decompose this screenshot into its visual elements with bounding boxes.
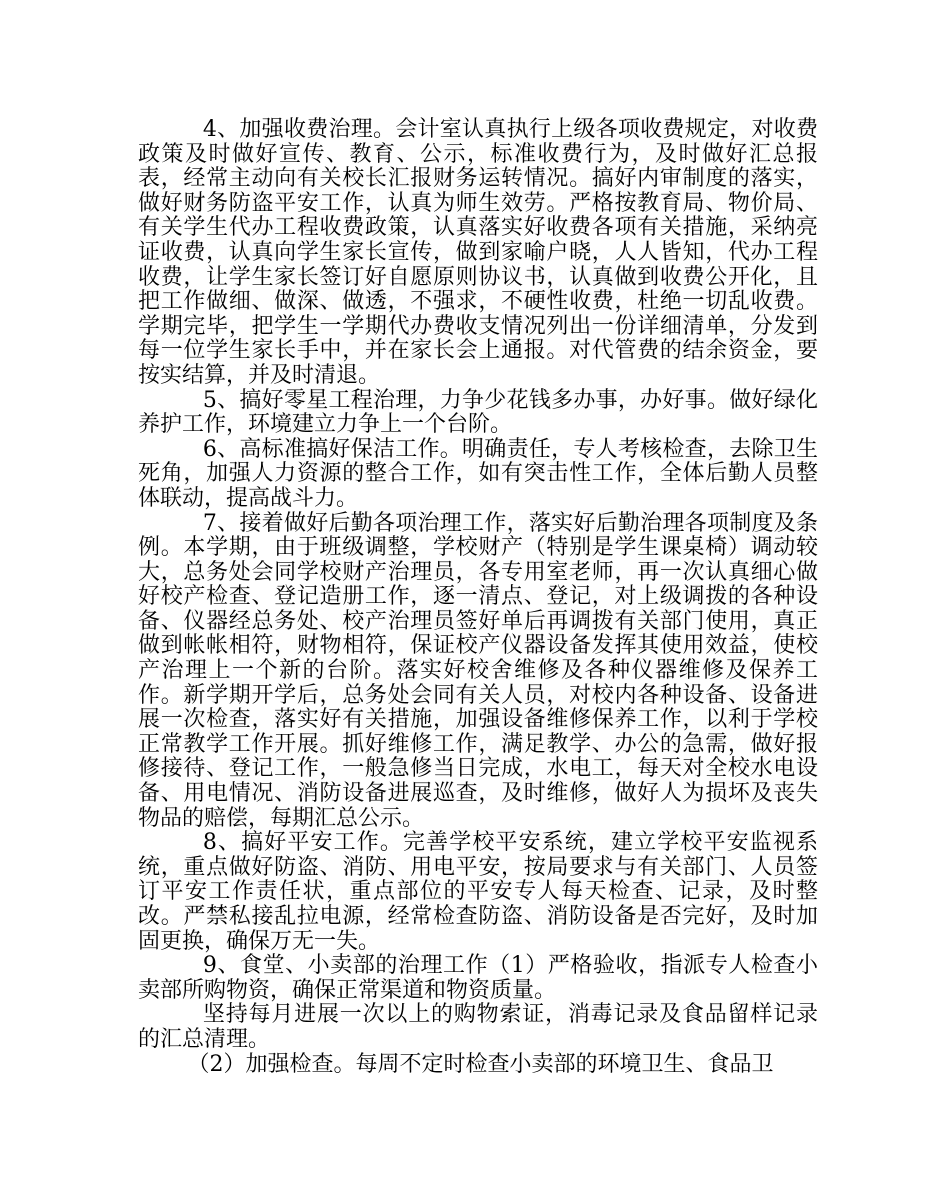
paragraph-cleaning: 6、高标准搞好保洁工作。明确责任，专人考核检查，去除卫生死角，加强人力资源的整合工作，如有突击性工作，全体后勤人员整体联动，提高战斗力。 [138, 436, 818, 511]
paragraph-inspection: （2）加强检查。每周不定时检查小卖部的环境卫生、食品卫 [187, 1051, 774, 1077]
paragraph-purchase-records: 坚持每月进展一次以上的购物索证，消毒记录及食品留样记录的汇总清理。 [138, 1002, 818, 1052]
paragraph-fee-management: 4、加强收费治理。会计室认真执行上级各项收费规定，对收费政策及时做好宣传、教育、公示，标准收费行为，及时做好汇总报表，经常主动向有关校长汇报财务运转情况。搞好内审制度的落实，做好财务防盗平安工作，认真为师生效劳。严格按教育局、物价局、有关学生代办工程收费政策，认真落实好收费各项有关措施，采纳亮证收费，认真向学生家长宣传，做到家喻户晓，人人皆知，代办工程收费，让学生家长签订好自愿原则协议书，认真做到收费公开化，且把工作做细、做深、做透，不强求，不硬性收费，杜绝一切乱收费。学期完毕，把学生一学期代办费收支情况列出一份详细清单，分发到每一位学生家长手中，并在家长会上通报。对代管费的结余资金，要按实结算，并及时清退。 [138, 117, 818, 388]
paragraph-minor-projects: 5、搞好零星工程治理，力争少花钱多办事，办好事。做好绿化养护工作，环境建立力争上一个台阶。 [138, 387, 818, 438]
document-page [138, 118, 818, 1077]
paragraph-safety: 8、搞好平安工作。完善学校平安系统，建立学校平安监视系统，重点做好防盗、消防、用电平安，按局要求与有关部门、人员签订平安工作责任状，重点部位的平安专人每天检查、记录，及时整改。严禁私接乱拉电源，经常检查防盗、消防设备是否完好，及时加固更换，确保万无一失。 [138, 830, 818, 954]
paragraph-logistics-management: 7、接着做好后勤各项治理工作，落实好后勤治理各项制度及条例。本学期，由于班级调整，学校财产（特别是学生课桌椅）调动较大，总务处会同学校财产治理员，各专用室老师，再一次认真细心做好校产检查、登记造册工作，逐一清点、登记，对上级调拨的各种设备、仪器经总务处、校产治理员签好单后再调拨有关部门使用，真正做到帐帐相符，财物相符，保证校产仪器设备发挥其使用效益，使校产治理上一个新的台阶。落实好校舍维修及各种仪器维修及保养工作。新学期开学后，总务处会同有关人员，对校内各种设备、设备进展一次检查，落实好有关措施，加强设备维修保养工作，以利于学校正常教学工作开展。抓好维修工作，满足教学、办公的急需，做好报修接待、登记工作，一般急修当日完成，水电工，每天对全校水电设备、用电情况、消防设备进展巡查，及时维修，做好人为损坏及丧失物品的赔偿，每期汇总公示。 [138, 510, 818, 831]
paragraph-canteen-shop: 9、食堂、小卖部的治理工作（1）严格验收，指派专人检查小卖部所购物资，确保正常渠道和物资质量。 [138, 953, 818, 1003]
